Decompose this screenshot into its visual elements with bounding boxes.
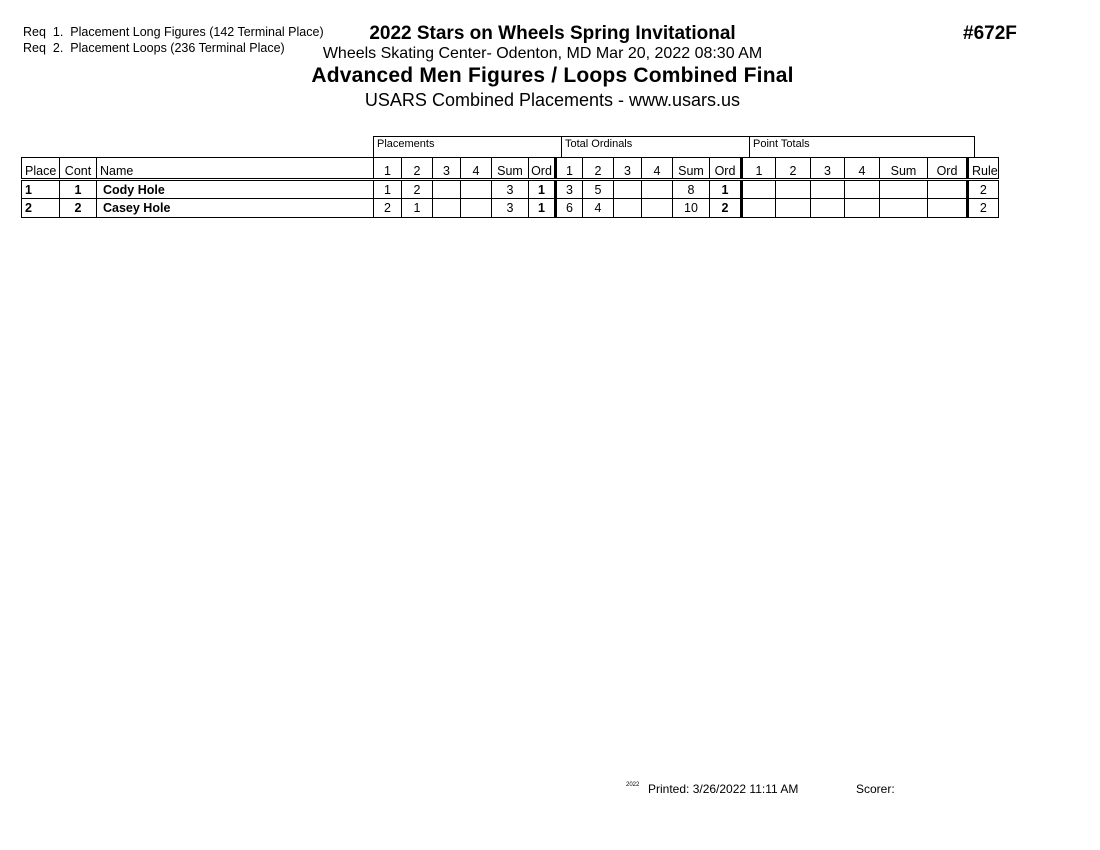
ordinal-sum: 10 [673,199,710,218]
table-row [22,180,999,199]
group-header-point-totals: Point Totals [749,136,975,157]
points-ord [928,180,968,199]
skater-name: Casey Hole [97,199,374,218]
group-header-total-ordinals: Total Ordinals [561,136,750,157]
ordinal-j1: 3 [556,180,583,199]
col-place: Place [22,158,60,180]
points-j4 [845,199,880,218]
ordinal-j1: 6 [556,199,583,218]
col-placement-j4: 4 [461,158,492,180]
col-placement-j1: 1 [374,158,402,180]
points-sum [880,199,928,218]
cont-cell: 2 [60,199,97,218]
ordinal-j2: 5 [583,180,614,199]
col-ordinal-j2: 2 [583,158,614,180]
points-j1 [742,180,776,199]
col-cont: Cont [60,158,97,180]
placement-j2: 1 [402,199,433,218]
col-points-j1: 1 [742,158,776,180]
col-points-sum: Sum [880,158,928,180]
table-header-row [22,158,999,180]
ordinal-j4 [642,199,673,218]
event-subtitle: USARS Combined Placements - www.usars.us [364,90,741,110]
col-name: Name [97,158,374,180]
ordinal-ord: 2 [710,199,742,218]
scorer-label: Scorer: [856,782,895,796]
points-j3 [811,199,845,218]
requirement-1: Req 1. Placement Long Figures (142 Terminal Place) [23,25,324,39]
points-j3 [811,180,845,199]
col-ordinal-j1: 1 [556,158,583,180]
version-mark: 2022 [626,782,640,788]
points-j2 [776,180,811,199]
points-sum [880,180,928,199]
rule-cell: 2 [968,199,999,218]
place-cell: 1 [22,180,60,199]
placement-ord: 1 [529,180,556,199]
group-header-placements: Placements [373,136,562,157]
competition-title: 2022 Stars on Wheels Spring Invitational [369,23,736,44]
col-placement-j2: 2 [402,158,433,180]
placement-j3 [433,180,461,199]
event-title: Advanced Men Figures / Loops Combined Final [311,64,794,87]
ordinal-j3 [614,180,642,199]
placement-j4 [461,199,492,218]
placement-j1: 1 [374,180,402,199]
ordinal-ord: 1 [710,180,742,199]
col-points-j4: 4 [845,158,880,180]
ordinal-j4 [642,180,673,199]
skater-name: Cody Hole [97,180,374,199]
ordinal-j2: 4 [583,199,614,218]
points-j4 [845,180,880,199]
rule-cell: 2 [968,180,999,199]
cont-cell: 1 [60,180,97,199]
requirement-2: Req 2. Placement Loops (236 Terminal Place) [23,41,285,55]
ordinal-j3 [614,199,642,218]
col-placement-j3: 3 [433,158,461,180]
place-cell: 2 [22,199,60,218]
col-placement-sum: Sum [492,158,529,180]
points-j1 [742,199,776,218]
placement-sum: 3 [492,180,529,199]
col-ordinal-j4: 4 [642,158,673,180]
printed-timestamp: Printed: 3/26/2022 11:11 AM [648,782,799,796]
col-placement-ord: Ord [529,158,556,180]
points-j2 [776,199,811,218]
placement-j4 [461,180,492,199]
col-rule: Rule [968,158,999,180]
col-points-j2: 2 [776,158,811,180]
col-points-j3: 3 [811,158,845,180]
event-number: #672F [963,23,1017,44]
col-ordinal-ord: Ord [710,158,742,180]
placement-j3 [433,199,461,218]
placement-j1: 2 [374,199,402,218]
placement-j2: 2 [402,180,433,199]
col-ordinal-j3: 3 [614,158,642,180]
results-table [21,157,999,218]
col-points-ord: Ord [928,158,968,180]
points-ord [928,199,968,218]
placement-sum: 3 [492,199,529,218]
table-row [22,199,999,218]
ordinal-sum: 8 [673,180,710,199]
venue-date: Wheels Skating Center- Odenton, MD Mar 20, 2022 08:30 AM [322,45,763,62]
placement-ord: 1 [529,199,556,218]
col-ordinal-sum: Sum [673,158,710,180]
